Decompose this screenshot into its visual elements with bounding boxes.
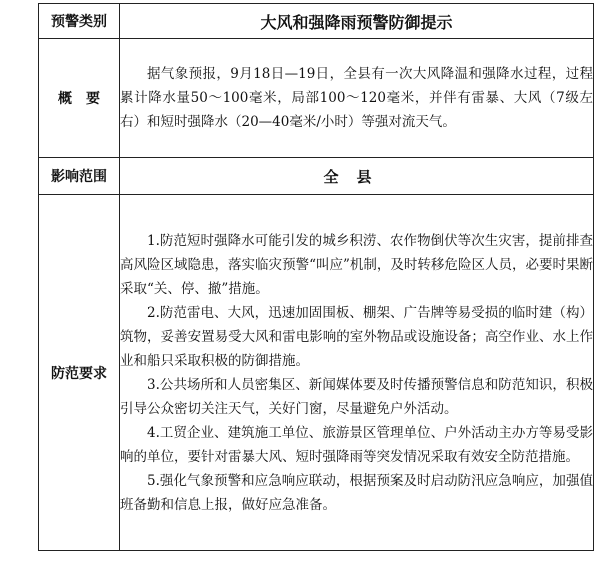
scope-label: 影响范围	[39, 158, 120, 195]
warning-type-row	[39, 4, 594, 39]
requirement-item: 5.强化气象预警和应急响应联动，根据预案及时启动防汛应急响应，加强值班备勤和信息上报，做好应急准备。	[120, 472, 593, 513]
requirement-item: 4.工贸企业、建筑施工单位、旅游景区管理单位、户外活动主办方等易受影响的单位，要针对雷暴大风、短时强降雨等突发情况采取有效安全防范措施。	[120, 424, 593, 465]
overview-cell	[120, 39, 594, 158]
scope-row	[39, 158, 594, 195]
requirement-item: 2.防范雷电、大风，迅速加固围板、棚架、广告牌等易受损的临时建（构）筑物，妥善安置易受大风和雷电影响的室外物品或设施设备；高空作业、水上作业和船只采取积极的防御措施。	[120, 304, 593, 369]
scope-value: 全县	[120, 158, 594, 195]
warning-type-value: 大风和强降雨预警防御提示	[120, 4, 594, 39]
warning-type-label: 预警类别	[39, 4, 120, 39]
overview-text: 据气象预报，9月18日—19日，全县有一次大风降温和强降水过程，过程累计降水量50～100毫米，局部100～120毫米，并伴有雷暴、大风（7级左右）和短时强降水（20—40毫米/小时）等强对流天气。	[120, 66, 593, 130]
requirements-cell	[120, 195, 594, 551]
requirement-item: 3.公共场所和人员密集区、新闻媒体要及时传播预警信息和防范知识，积极引导公众密切关注天气，关好门窗，尽量避免户外活动。	[120, 376, 593, 417]
requirements-row	[39, 195, 594, 551]
overview-label: 概 要	[39, 39, 120, 158]
warning-table	[38, 3, 594, 551]
requirement-item: 1.防范短时强降水可能引发的城乡积涝、农作物倒伏等次生灾害，提前排查高风险区域隐患，落实临灾预警“叫应”机制，及时转移危险区人员，必要时果断采取“关、停、撤”措施。	[120, 232, 593, 297]
requirements-label: 防范要求	[39, 195, 120, 551]
overview-row	[39, 39, 594, 158]
